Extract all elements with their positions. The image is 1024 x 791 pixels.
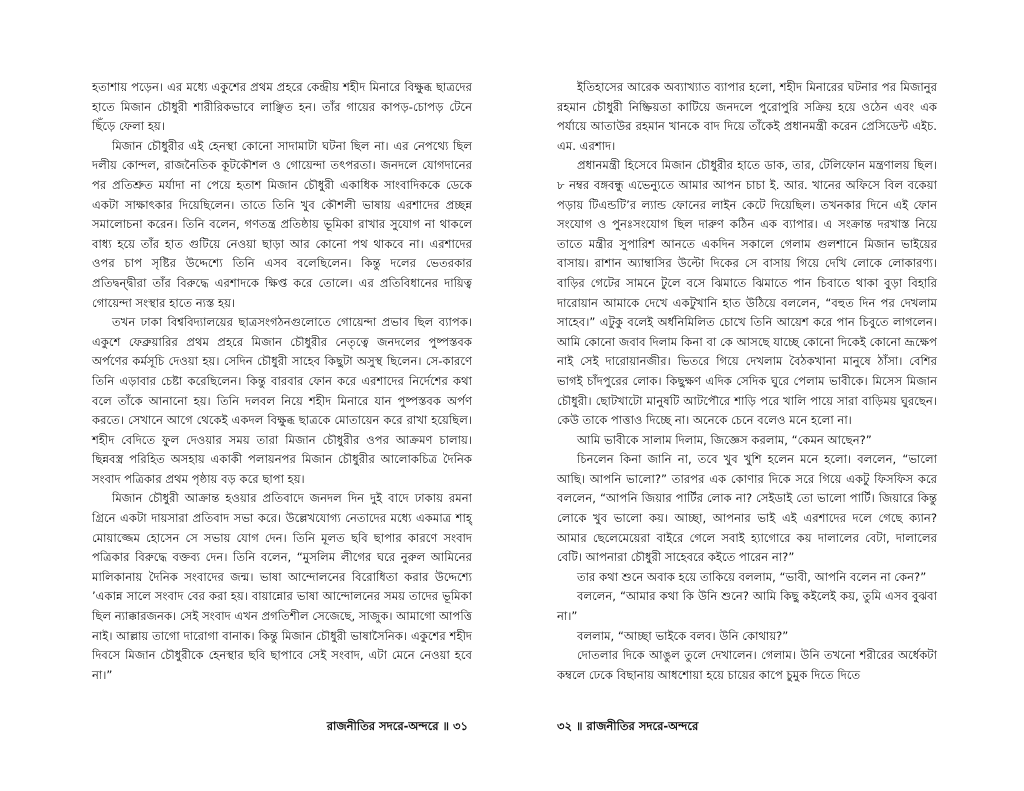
- right-paragraph-1: ইতিহাসের আরেক অব্যাখ্যাত ব্যাপার হলো, শহীদ মিনারের ঘটনার পর মিজানুর রহমান চৌধুরী নিষ্ক্রিয়তা কাটিয়ে জনদলে পুরোপুরি সক্রিয় হয়ে ওঠেন এবং এক পর্যায়ে আতাউর রহমান খানকে বাদ দিয়ে তাঁকেই প্রধানমন্ত্রী করেন প্রেসিডেন্ট এইচ. এম. এরশাদ।: [557, 80, 937, 153]
- right-paragraph-8: দোতলার দিকে আঙুল তুলে দেখালেন। গেলাম। উনি তখনো শরীরের অর্ধেকটা কম্বলে ঢেকে বিছানায় আধশোয়া হয়ে চায়ের কাপে চুমুক দিতে দিতে: [557, 648, 937, 682]
- left-paragraph-1: হতাশায় পড়েন। এর মধ্যে একুশের প্রথম প্রহরে কেন্দ্রীয় শহীদ মিনারে বিক্ষুব্ধ ছাত্রদের হাতে মিজান চৌধুরী শারীরিকভাবে লাঞ্ছিত হন। তাঁর গায়ের কাপড়-চোপড় টেনে ছিঁড়ে ফেলা হয়।: [92, 80, 472, 134]
- right-paragraph-6: বললেন, “আমার কথা কি উনি শুনে? আমি কিছু কইলেই কয়, তুমি এসব বুঝবা না।”: [557, 589, 937, 624]
- right-paragraph-2: প্রধানমন্ত্রী হিসেবে মিজান চৌধুরীর হাতে ডাক, তার, টেলিফোন মন্ত্রণালয় ছিল। ৮ নম্বর বঙ্গবন্ধু এভেন্যুতে আমার আপন চাচা ই. আর. খানের অফিসে বিল বকেয়া পড়ায় টিএন্ডটি’র ল্যান্ড ফোনের লাইন কেটে দিয়েছিল। তখনকার দিনে এই ফোন সংযোগ ও পুনঃসংযোগ ছিল দারুণ কঠিন এক ব্যাপার। এ সংক্রান্ত দরখাস্ত নিয়ে তাতে মন্ত্রীর সুপারিশ আনতে একদিন সকালে গেলাম গুলশানে মিজান ভাইয়ের বাসায়। রাশান অ্যাম্বাসির উল্টো দিকের সে বাসায় গিয়ে দেখি লোকে লোকারণ্য। বাড়ির গেটের সামনে টুলে বসে ঝিমাতে ঝিমাতে পান চিবাতে থাকা বুড়া বিহারি দারোয়ান আমাকে দেখে একটুখানি হাত উঠিয়ে বললেন, “বহুত দিন পর দেখলাম সাহেব।” এটুকু বলেই অর্ধনিমিলিত চোখে তিনি আয়েশ করে পান চিবুতে লাগলেন। আমি কোনো জবাব দিলাম কিনা বা কে আসছে যাচ্ছে কোনো দিকেই কোনো ভ্রূক্ষেপ নাই সেই দারোয়ানজীর। ভিতরে গিয়ে দেখলাম বৈঠকখানা মানুষে ঠাঁসা। বেশির ভাগই চাঁদপুরের লোক। কিছুক্ষণ এদিক সেদিক ঘুরে পেলাম ভাবীকে। মিসেস মিজান চৌধুরী। ছোটখাটো মানুষটি আটপৌরে শাড়ি পরে খালি পায়ে সারা বাড়িময় ঘুরছেন। কেউ তাকে পাত্তাও দিচ্ছে না। অনেকে চেনে বলেও মনে হলো না।: [557, 158, 937, 428]
- right-paragraph-3: আমি ভাবীকে সালাম দিলাম, জিজ্ঞেস করলাম, “কেমন আছেন?”: [577, 432, 872, 447]
- left-page: [92, 78, 472, 685]
- right-page: [557, 78, 937, 685]
- left-paragraph-4: মিজান চৌধুরী আক্রান্ত হওয়ার প্রতিবাদে জনদল দিন দুই বাদে ঢাকায় রমনা গ্রিনে একটা দায়সারা প্রতিবাদ সভা করে। উল্লেখযোগ্য নেতাদের মধ্যে একমাত্র শাহ্ মোয়াজ্জেম হোসেন সে সভায় যোগ দেন। তিনি মূলত ছবি ছাপার কারণে সংবাদ পত্রিকার বিরুদ্ধে বক্তব্য দেন। তিনি বলেন, “মুসলিম লীগের ঘরে নুরুল আমিনের মালিকানায় দৈনিক সংবাদের জন্ম। ভাষা আন্দোলনের বিরোধিতা করার উদ্দেশ্যে ’একান্ন সালে সংবাদ বের করা হয়। বায়ান্নোর ভাষা আন্দোলনের সময় তাদের ভূমিকা ছিল ন্যাক্কারজনক। সেই সংবাদ এখন প্রগতিশীল সেজেছে, সাজুক। আমাগো আপত্তি নাই। আল্লায় তাগো দারোগা বানাক। কিন্তু মিজান চৌধুরী ভাষাসৈনিক। একুশের শহীদ দিবসে মিজান চৌধুরীকে হেনস্থার ছবি ছাপাবে সেই সংবাদ, এটা মেনে নেওয়া হবে না।”: [92, 491, 472, 682]
- right-paragraph-7: বললাম, “আচ্ছা ভাইকে বলব। উনি কোথায়?”: [577, 628, 789, 643]
- right-paragraph-4: চিনলেন কিনা জানি না, তবে খুব খুশি হলেন মনে হলো। বললেন, “ভালো আছি। আপনি ভালো?” তারপর এক কোণার দিকে সরে গিয়ে একটু ফিসফিস করে বললেন, “আপনি জিয়ার পার্টির লোক না? সেইডাই তো ভালো পার্টি। জিয়ারে কিন্তু লোকে খুব ভালো কয়। আচ্ছা, আপনার ভাই এই এরশাদের দলে গেছে ক্যান? আমার ছেলেমেয়েরা বাইরে গেলে সবাই হ্যাগোরে কয় দালালের বেটা, দালালের বেটি। আপনারা চৌধুরী সাহেবরে কইতে পারেন না?”: [557, 452, 937, 565]
- left-paragraph-3: তখন ঢাকা বিশ্ববিদ্যালয়ের ছাত্রসংগঠনগুলোতে গোয়েন্দা প্রভাব ছিল ব্যাপক। একুশে ফেব্রুয়ারির প্রথম প্রহরে মিজান চৌধুরীর নেতৃত্বে জনদলের পুষ্পস্তবক অর্পণের কর্মসূচি দেওয়া হয়। সেদিন চৌধুরী সাহেব কিছুটা অসুস্থ ছিলেন। সে-কারণে তিনি এড়াবার চেষ্টা করেছিলেন। কিন্তু বারবার ফোন করে এরশাদের নির্দেশের কথা বলে তাঁকে আনানো হয়। তিনি দলবল নিয়ে শহীদ মিনারে যান পুষ্পস্তবক অর্পণ করতে। সেখানে আগে থেকেই একদল বিক্ষুব্ধ ছাত্রকে মোতায়েন করে রাখা হয়েছিল। শহীদ বেদিতে ফুল দেওয়ার সময় তারা মিজান চৌধুরীর ওপর আক্রমণ চালায়। ছিন্নবস্ত্র পরিহিত অসহায় একাকী পলায়নপর মিজান চৌধুরীর আলোকচিত্র দৈনিক সংবাদ পত্রিকার প্রথম পৃষ্ঠায় বড় করে ছাপা হয়।: [92, 315, 472, 486]
- left-page-footer: রাজনীতির সদরে-অন্দরে ॥ ৩১: [326, 719, 468, 733]
- right-page-footer: ৩২ ॥ রাজনীতির সদরে-অন্দরে: [557, 719, 699, 733]
- right-paragraph-5: তার কথা শুনে অবাক হয়ে তাকিয়ে বললাম, “ভাবী, আপনি বলেন না কেন?”: [577, 569, 927, 584]
- left-paragraph-2: মিজান চৌধুরীর এই হেনস্থা কোনো সাদামাটা ঘটনা ছিল না। এর নেপথ্যে ছিল দলীয় কোন্দল, রাজনৈতিক কূটকৌশল ও গোয়েন্দা তৎপরতা। জনদলে যোগদানের পর প্রতিশ্রুত মর্যাদা না পেয়ে হতাশ মিজান চৌধুরী একাধিক সাংবাদিককে ডেকে একটা সাক্ষাৎকার দিয়েছিলেন। তাতে তিনি খুব কৌশলী ভাষায় এরশাদের প্রচ্ছন্ন সমালোচনা করেন। তিনি বলেন, গণতন্ত্র প্রতিষ্ঠায় ভূমিকা রাখার সুযোগ না থাকলে বাধ্য হয়ে তাঁর হাত গুটিয়ে নেওয়া ছাড়া আর কোনো পথ থাকবে না। এরশাদের ওপর চাপ সৃষ্টির উদ্দেশ্যে তিনি এসব বলেছিলেন। কিন্তু দলের ভেতরকার প্রতিদ্বন্দ্বীরা তাঁর বিরুদ্ধে এরশাদকে ক্ষিপ্ত করে তোলে। এর প্রতিবিধানের দায়িত্ব গোয়েন্দা সংস্থার হাতে ন্যস্ত হয়।: [92, 138, 472, 310]
